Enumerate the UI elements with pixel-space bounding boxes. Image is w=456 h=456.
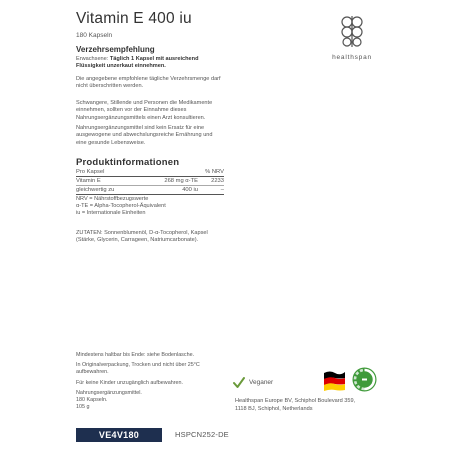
- legend-iu: iu = Internationale Einheiten: [76, 210, 146, 217]
- nutrition-header-nrv: % NRV: [205, 169, 224, 175]
- usage-limit: [76, 76, 224, 91]
- abbreviation-legend: [76, 196, 226, 218]
- usage-note-text: Nahrungsergänzungsmittel sind kein Ersatz für eine ausgewogene und abwechslungsreiche Ernährung und eine gesunde Lebensweise.: [76, 125, 213, 146]
- table-row: [76, 177, 224, 186]
- nutrient-name: Vitamin E: [76, 178, 101, 184]
- nutrient-amount: 268 mg α-TE: [164, 178, 198, 184]
- usage-limit-text: Die angegebene empfohlene tägliche Verzehrsmenge darf nicht überschritten werden.: [76, 76, 221, 90]
- capsule-count-text: 180 Kapseln.: [76, 397, 108, 404]
- legend-nrv: NRV = Nährstoffbezugswerte: [76, 196, 149, 202]
- product-count: 180 Kapseln: [76, 32, 113, 39]
- company-address: [235, 398, 365, 413]
- nutrient-nrv: –: [220, 187, 224, 193]
- vegan-badge: [232, 376, 292, 390]
- brand-logo-icon: [337, 12, 367, 50]
- nutrient-name: gleichwertig zu: [76, 187, 115, 193]
- product-reference-code: HSPCN252-DE: [175, 430, 229, 439]
- nutrient-amount: 400 iu: [182, 187, 198, 193]
- storage-text: In Originalverpackung, Trocken und nicht über 25°C aufbewahren.: [76, 362, 200, 376]
- german-flag-icon: [322, 369, 346, 391]
- nutrition-header-per-capsule: Pro Kapsel: [76, 169, 105, 175]
- batch-code-badge: VE4V180: [76, 428, 162, 442]
- usage-adult-prefix: Erwachsene:: [76, 56, 110, 62]
- children-warning-text: Für keine Kinder unzugänglich aufbewahren.: [76, 379, 183, 386]
- usage-warning: [76, 100, 224, 122]
- table-row: [76, 186, 224, 195]
- category-text: Nahrungsergänzungsmittel.: [76, 389, 142, 396]
- net-weight-text: 105 g: [76, 404, 90, 411]
- checkmark-icon: [232, 376, 246, 390]
- usage-heading: Verzehrsempfehlung: [76, 45, 155, 54]
- product-info-heading: Produktinformationen: [76, 157, 180, 168]
- address-line-1: Healthspan Europe BV, Schiphol Boulevard 359,: [235, 398, 356, 404]
- usage-adult-instruction: Täglich 1 Kapsel mit ausreichend Flüssigkeit unzerkaut einnehmen.: [76, 56, 199, 70]
- legend-ate: α-TE = Alpha-Tocopherol-Äquivalent: [76, 203, 166, 210]
- product-title: Vitamin E 400 iu: [76, 10, 192, 27]
- address-line-2: 1118 BJ, Schiphol, Netherlands: [235, 405, 313, 412]
- vegan-label: Veganer: [249, 379, 274, 386]
- ingredients-text: ZUTATEN: Sonnenblumenöl, D-α-Tocopherol, Kapsel (Stärke, Glycerin, Carrageen, Natriumcarbonate).: [76, 230, 208, 244]
- usage-warning-text: Schwangere, Stillende und Personen die Medikamente einnehmen, sollten vor der Einnahme dieses Nahrungsergänzungsmittels einen Arzt konsultieren.: [76, 100, 213, 121]
- usage-note: [76, 125, 224, 147]
- best-before-text: Mindestens haltbar bis Ende: siehe Bodenlasche.: [76, 352, 195, 358]
- storage-info: [76, 352, 226, 411]
- usage-adult: [76, 56, 224, 71]
- nutrition-table: [76, 168, 224, 195]
- nutrient-nrv: 2233: [211, 178, 224, 184]
- green-dot-recycling-icon: [352, 367, 377, 392]
- brand-logo: [326, 12, 378, 74]
- brand-name: healthspan: [332, 54, 372, 61]
- nutrition-table-header: [76, 168, 224, 177]
